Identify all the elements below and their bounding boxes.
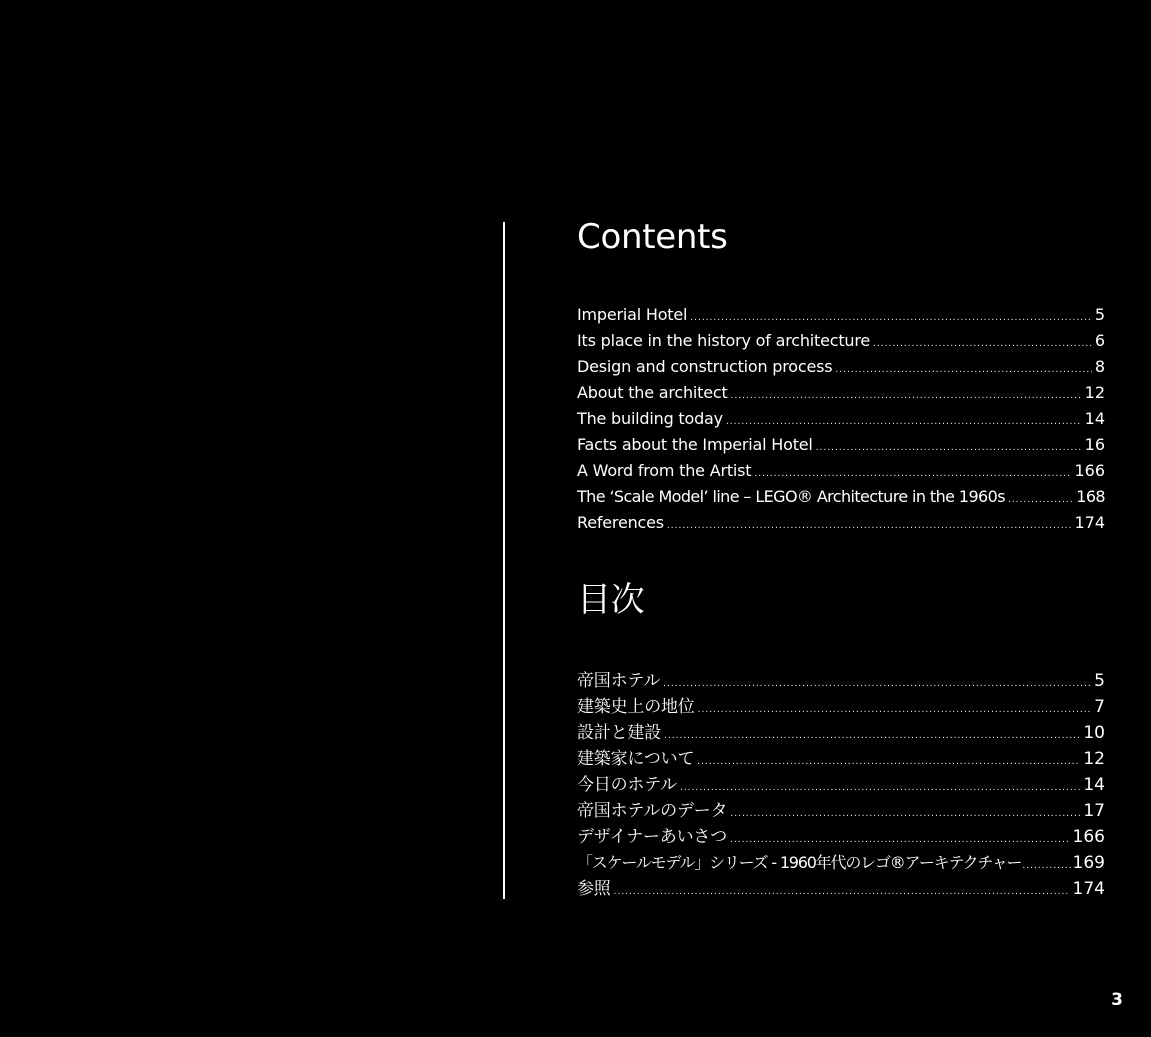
toc-leader — [873, 331, 1092, 357]
toc-entry-page: 7 — [1094, 697, 1105, 717]
toc-entry-label: A Word from the Artist — [577, 461, 752, 480]
toc-entry-label: 帝国ホテルのデータ — [577, 801, 728, 821]
toc-leader — [731, 383, 1082, 409]
toc-entry[interactable] — [577, 668, 1105, 694]
toc-entry-page: 174 — [1072, 879, 1105, 899]
toc-entry-label: 建築家について — [577, 749, 695, 769]
toc-entry-page: 16 — [1084, 435, 1105, 454]
toc-leader — [680, 775, 1080, 801]
toc-entry-page: 5 — [1094, 671, 1105, 691]
toc-entry-page: 166 — [1074, 461, 1105, 480]
toc-entry-label: Imperial Hotel — [577, 305, 688, 324]
toc-entry[interactable] — [577, 510, 1105, 536]
mokuji-title: 目次 — [577, 580, 645, 620]
toc-entry-label: Facts about the Imperial Hotel — [577, 435, 813, 454]
toc-entry-label: The ‘Scale Model’ line – LEGO® Architecture in the 1960s — [577, 487, 1005, 506]
toc-entry-label: 「スケールモデル」シリーズ - 1960年代のレゴ®アーキテクチャー — [577, 853, 1022, 872]
toc-entry[interactable] — [577, 876, 1105, 902]
toc-entry[interactable] — [577, 406, 1105, 432]
toc-entry-page: 169 — [1072, 853, 1105, 873]
toc-entry[interactable] — [577, 850, 1105, 876]
toc-entry-label: 今日のホテル — [577, 775, 677, 795]
toc-entry-page: 168 — [1076, 487, 1105, 506]
toc-entry[interactable] — [577, 432, 1105, 458]
toc-entry-page: 5 — [1094, 305, 1105, 324]
toc-entry-page: 12 — [1084, 383, 1105, 402]
toc-leader — [835, 357, 1091, 383]
toc-leader — [667, 513, 1072, 539]
toc-entry-label: About the architect — [577, 383, 728, 402]
toc-entry-label: 建築史上の地位 — [577, 697, 695, 717]
toc-entry[interactable] — [577, 798, 1105, 824]
toc-leader — [697, 749, 1080, 775]
toc-leader — [663, 671, 1091, 697]
toc-leader — [816, 435, 1082, 461]
toc-entry-page: 14 — [1084, 409, 1105, 428]
toc-entry-page: 14 — [1083, 775, 1105, 795]
toc-entry-label: デザイナーあいさつ — [577, 827, 728, 847]
toc-entry-page: 174 — [1074, 513, 1105, 532]
toc-entry[interactable] — [577, 484, 1105, 510]
toc-entry-page: 8 — [1094, 357, 1105, 376]
toc-entry[interactable] — [577, 746, 1105, 772]
toc-entry[interactable] — [577, 824, 1105, 850]
toc-leader — [1008, 487, 1073, 513]
toc-entry[interactable] — [577, 458, 1105, 484]
toc-entry-label: References — [577, 513, 664, 532]
toc-entry-label: 参照 — [577, 879, 611, 899]
toc-entry-page: 166 — [1072, 827, 1105, 847]
toc-entry-label: The building today — [577, 409, 723, 428]
toc-entry[interactable] — [577, 380, 1105, 406]
toc-entry[interactable] — [577, 302, 1105, 328]
table-of-contents — [577, 214, 1105, 902]
toc-entry-page: 6 — [1094, 331, 1105, 350]
toc-leader — [730, 801, 1080, 827]
toc-entry[interactable] — [577, 720, 1105, 746]
toc-entry[interactable] — [577, 694, 1105, 720]
toc-entry-label: Its place in the history of architecture — [577, 331, 871, 350]
toc-entry-page: 17 — [1083, 801, 1105, 821]
toc-entry[interactable] — [577, 328, 1105, 354]
contents-list — [577, 302, 1105, 536]
toc-leader — [664, 723, 1080, 749]
toc-entry-label: 帝国ホテル — [577, 671, 661, 691]
toc-entry-page: 10 — [1083, 723, 1105, 743]
mokuji-list — [577, 668, 1105, 902]
page-number: 3 — [1111, 990, 1123, 1010]
toc-leader — [698, 697, 1092, 723]
toc-leader — [1022, 853, 1071, 879]
toc-entry-label: 設計と建設 — [577, 723, 661, 743]
toc-entry[interactable] — [577, 772, 1105, 798]
toc-leader — [614, 879, 1070, 905]
toc-entry-page: 12 — [1083, 749, 1105, 769]
toc-entry[interactable] — [577, 354, 1105, 380]
vertical-divider — [503, 222, 505, 899]
contents-title: Contents — [577, 217, 728, 257]
toc-entry-label: Design and construction process — [577, 357, 833, 376]
